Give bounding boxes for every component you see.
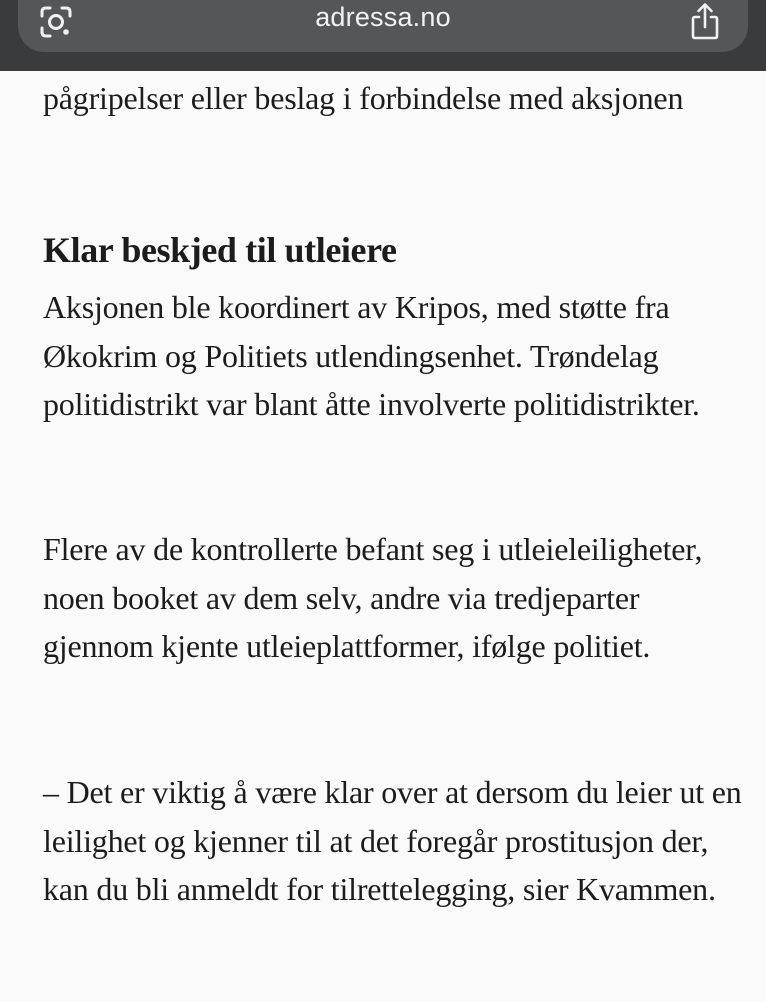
address-bar[interactable] <box>18 0 748 52</box>
paragraph-2: Flere av de kontrollerte befant seg i utleieleiligheter, noen booket av dem selv, andre via tredjeparter gjennom kjente utleieplattformer, ifølge politiet. <box>43 531 703 664</box>
paragraph-3: – Det er viktig å være klar over at dersom du leier ut en leilighet og kjenner til at det foregår prostitusjon der, kan du bli anmeldt for tilrettelegging, sier Kvammen. <box>43 774 742 907</box>
section-heading: Klar beskjed til utleiere <box>43 230 397 270</box>
browser-toolbar <box>0 0 766 71</box>
paragraph-1: Aksjonen ble koordinert av Kripos, med støtte fra Økokrim og Politiets utlendingsenhet. Trøndelag politidistrikt var blant åtte involverte politidistrikter. <box>43 289 700 422</box>
url-text[interactable]: adressa.no <box>315 2 451 32</box>
share-icon[interactable] <box>688 2 722 42</box>
paragraph-intro: pågripelser eller beslag i forbindelse med aksjonen <box>43 80 684 116</box>
